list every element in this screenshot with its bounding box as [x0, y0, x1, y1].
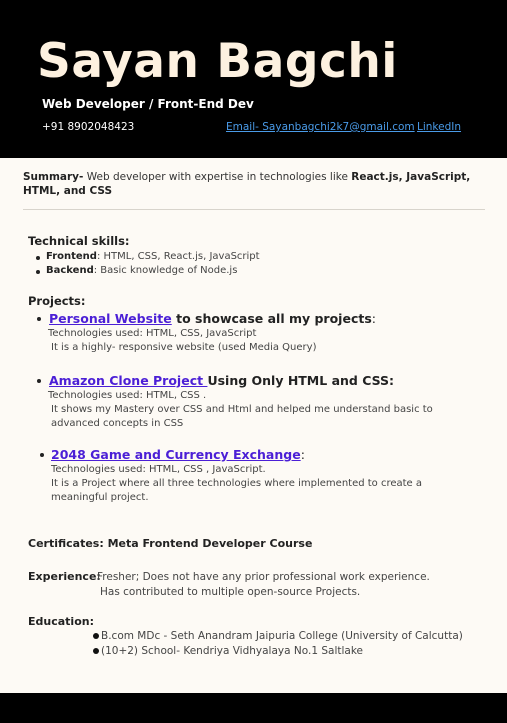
projects-heading: Projects:: [28, 294, 86, 308]
project-description: It is a Project where all three technologies where implemented to create a meaningful project.: [51, 478, 423, 503]
bullet-icon: [37, 379, 41, 383]
personal-website-link[interactable]: Personal Website: [49, 311, 172, 326]
bullet-icon: [36, 256, 40, 260]
project-tech: Technologies used: HTML, CSS .: [48, 390, 207, 401]
candidate-role: Web Developer / Front-End Dev: [42, 97, 254, 111]
project-title-2048-game: 2048 Game and Currency Exchange:: [51, 447, 305, 462]
experience-line-1: Fresher; Does not have any prior professional work experience.: [97, 571, 430, 583]
summary-section: [23, 170, 478, 198]
skills-heading: Technical skills:: [28, 234, 130, 248]
project-description: It shows my Mastery over CSS and Html and helped me understand basic to advanced concepts in CSS: [51, 404, 433, 429]
skill-backend: Backend: Basic knowledge of Node.js: [46, 265, 238, 276]
experience-label: Experience:: [28, 570, 101, 583]
education-heading: Education:: [28, 615, 94, 628]
project-description: It is a highly- responsive website (used Media Query): [51, 342, 317, 353]
bullet-icon: [93, 633, 99, 639]
bullet-icon: [37, 317, 41, 321]
candidate-name: Sayan Bagchi: [37, 34, 398, 89]
bullet-icon: [93, 648, 99, 654]
education-item: (10+2) School- Kendriya Vidhyalaya No.1 Saltlake: [101, 645, 363, 657]
footer-band: [0, 693, 507, 723]
skill-frontend: Frontend: HTML, CSS, React.js, JavaScript: [46, 251, 260, 262]
amazon-clone-link[interactable]: Amazon Clone Project: [49, 373, 208, 388]
bullet-icon: [40, 453, 44, 457]
project-tech: Technologies used: HTML, CSS, JavaScript: [48, 328, 257, 339]
2048-game-link[interactable]: 2048 Game and Currency Exchange: [51, 447, 301, 462]
project-tech: Technologies used: HTML, CSS , JavaScript.: [51, 464, 266, 475]
section-divider: [23, 209, 485, 210]
bullet-icon: [36, 270, 40, 274]
project-title-amazon-clone: Amazon Clone Project Using Only HTML and CSS:: [49, 373, 395, 388]
certificates-line: Certificates: Meta Frontend Developer Course: [28, 537, 313, 550]
summary-highlight: React.js, JavaScript, HTML, and CSS: [23, 171, 471, 197]
summary-text: Web developer with expertise in technologies like: [83, 171, 352, 183]
experience-line-2: Has contributed to multiple open-source Projects.: [100, 586, 361, 598]
email-link[interactable]: Email- Sayanbagchi2k7@gmail.com: [226, 121, 415, 133]
resume-header: [0, 0, 507, 158]
phone-number: +91 8902048423: [42, 121, 135, 133]
linkedin-link[interactable]: LinkedIn: [417, 121, 462, 133]
education-item: B.com MDc - Seth Anandram Jaipuria College (University of Calcutta): [101, 630, 463, 642]
summary-label: Summary-: [23, 171, 84, 183]
project-title-personal-website: Personal Website to showcase all my projects:: [49, 311, 376, 326]
